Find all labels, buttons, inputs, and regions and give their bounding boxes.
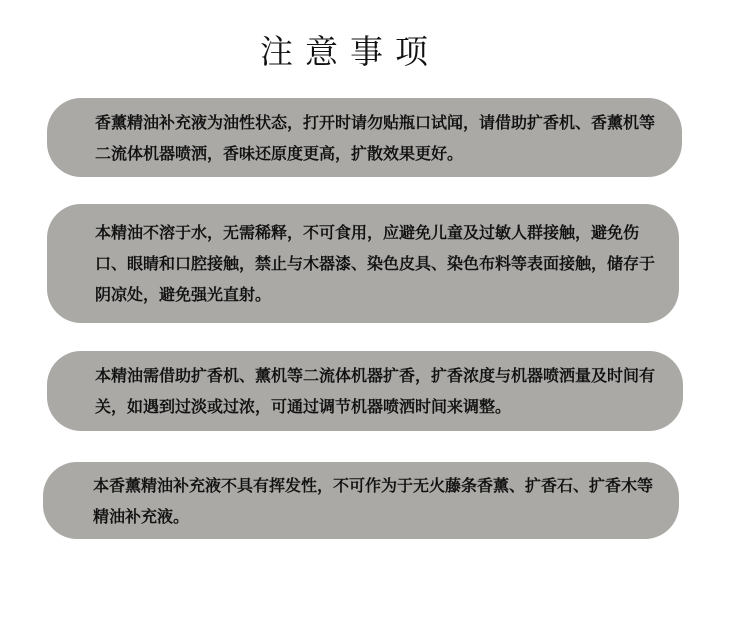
notice-card-3	[47, 351, 683, 431]
notice-card-4	[43, 462, 679, 539]
notice-card-2	[47, 204, 679, 323]
notice-text-2: 本精油不溶于水，无需稀释，不可食用，应避免儿童及过敏人群接触，避免伤口、眼睛和口腔接触，禁止与木器漆、染色皮具、染色布料等表面接触，储存于阴凉处，避免强光直射。	[95, 223, 656, 304]
notice-text-3: 本精油需借助扩香机、薰机等二流体机器扩香，扩香浓度与机器喷洒量及时间有关，如遇到过淡或过浓，可通过调节机器喷洒时间来调整。	[95, 366, 656, 416]
notice-text-4: 本香薰精油补充液不具有挥发性，不可作为于无火藤条香薰、扩香石、扩香木等精油补充液。	[93, 475, 654, 526]
notice-card-1	[47, 98, 682, 177]
notice-text-1: 香薰精油补充液为油性状态，打开时请勿贴瓶口试闻，请借助扩香机、香薰机等二流体机器喷洒，香味还原度更高，扩散效果更好。	[95, 112, 656, 163]
page-title: 注意事项	[260, 32, 440, 71]
